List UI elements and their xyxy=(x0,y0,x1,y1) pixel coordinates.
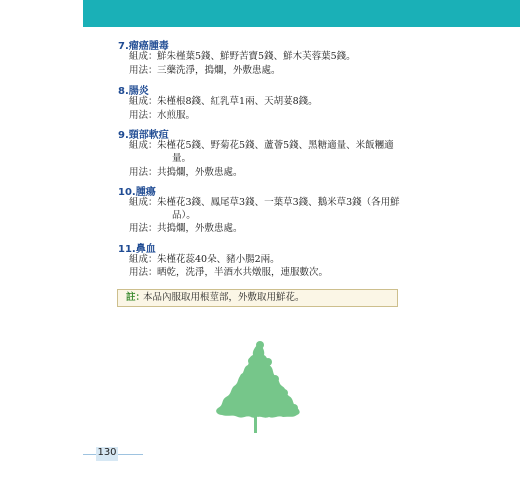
line-text: 鮮朱槿葉5錢、鮮野苦寶5錢、鮮木芙蓉葉5錢。 xyxy=(157,51,356,62)
line-label: 組成： xyxy=(129,254,158,265)
section-title: 9.頸部軟疽 xyxy=(118,130,169,141)
line-label: 用法： xyxy=(129,223,158,234)
line-label: 組成： xyxy=(129,51,158,62)
line-text: 朱槿花3錢、鳳尾草3錢、一葉草3錢、鵝米草3錢（各用鮮 xyxy=(157,197,400,208)
line-text: 共搗爛，外敷患處。 xyxy=(157,167,243,178)
note-box xyxy=(117,289,398,307)
line-text: 水煎服。 xyxy=(157,110,196,121)
section-title: 10.腫瘍 xyxy=(118,187,156,198)
line-text: 晒乾，洗淨，半酒水共燉服，連服數次。 xyxy=(157,267,329,278)
page-number: 130 xyxy=(97,447,117,458)
line-text: 朱槿花5錢、野菊花5錢、蘆薈5錢、黑糖適量、米飯糰適 xyxy=(157,140,394,151)
line-label: 用法： xyxy=(129,267,158,278)
line-text: 朱槿根8錢、紅乳草1兩、天胡荽8錢。 xyxy=(157,96,318,107)
line-text: 品）。 xyxy=(172,210,196,221)
tree-illustration-icon xyxy=(208,335,308,435)
line-label: 用法： xyxy=(129,65,158,76)
line-label: 組成： xyxy=(129,140,158,151)
line-label: 用法： xyxy=(129,110,158,121)
section-title: 11.鼻血 xyxy=(118,244,156,255)
line-label: 組成： xyxy=(129,197,158,208)
line-text: 朱槿花蕊40朵、豬小腸2兩。 xyxy=(157,254,280,265)
section-title: 8.腸炎 xyxy=(118,86,149,97)
note-label: 註： xyxy=(126,292,146,303)
section-title: 7.瘤癌腫毒 xyxy=(118,41,169,52)
note-text: 本品內服取用根莖部，外敷取用鮮花。 xyxy=(143,292,305,303)
line-label: 用法： xyxy=(129,167,158,178)
line-text: 共搗爛，外敷患處。 xyxy=(157,223,243,234)
line-text: 量。 xyxy=(172,153,192,164)
line-text: 三藥洗淨，搗爛，外敷患處。 xyxy=(157,65,281,76)
line-label: 組成： xyxy=(129,96,158,107)
page-number-tab xyxy=(83,445,143,461)
